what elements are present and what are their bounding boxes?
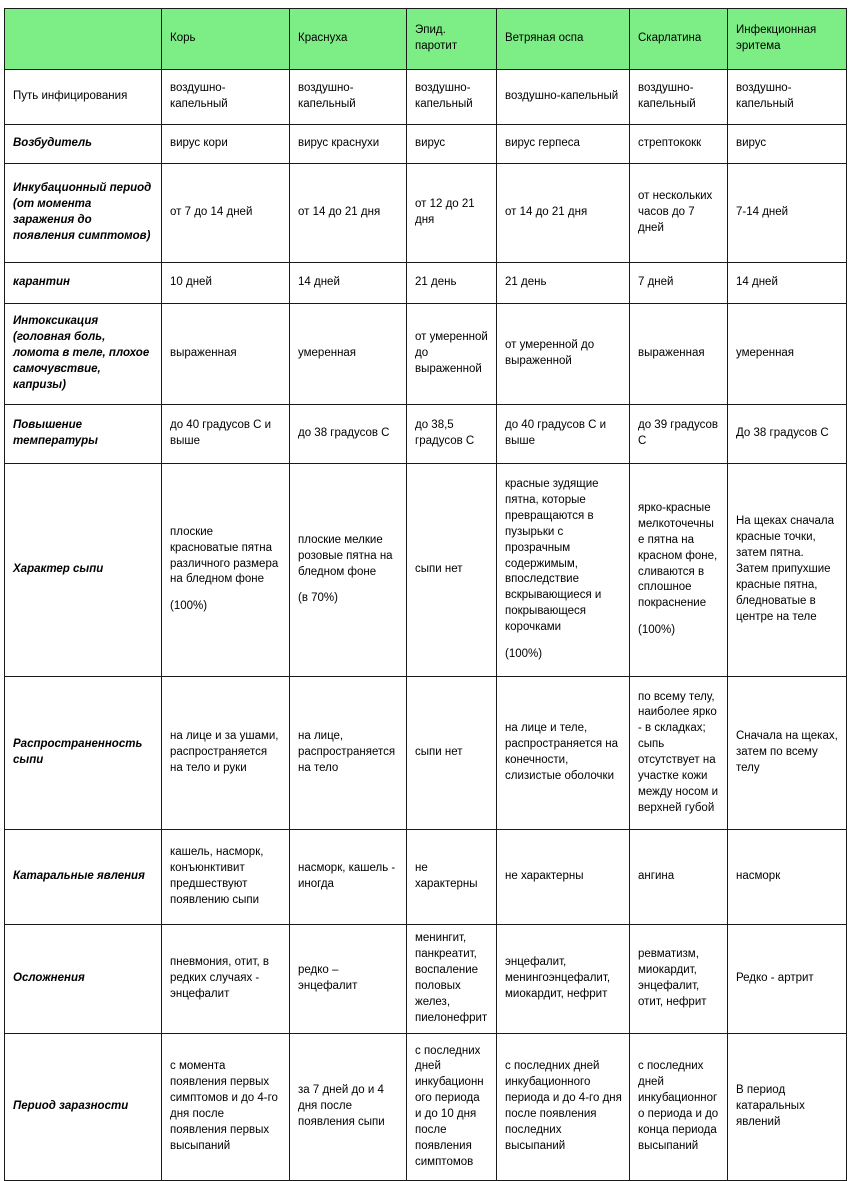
table-cell-vetryanka <box>497 925 630 1034</box>
cell-text: умеренная <box>298 347 357 360</box>
table-cell-skarlatina <box>630 164 728 263</box>
cell-text: энцефалит, менингоэнцефалит, миокардит, нефрит <box>505 956 611 1000</box>
row-label: карантин <box>5 263 162 304</box>
table-cell-kor <box>162 464 290 677</box>
table-cell-eritema <box>728 464 847 677</box>
table-cell-eritema <box>728 263 847 304</box>
table-cell-eritema <box>728 405 847 464</box>
cell-text: менингит, панкреатит, воспаление половых желез, пиелонефрит <box>415 932 488 1024</box>
cell-text: на лице и теле, распространяется на конечности, слизистые оболочки <box>505 722 619 782</box>
cell-text: выраженная <box>170 347 237 360</box>
cell-text <box>170 525 282 615</box>
cell-text: от 14 до 21 дня <box>298 206 381 219</box>
cell-text: воздушно-капельный <box>415 82 473 110</box>
cell-text: на лице, распространяется на тело <box>298 730 396 774</box>
cell-text: сыпи нет <box>415 746 463 759</box>
cell-text-line: плоские мелкие розовые пятна на бледном фоне <box>298 533 393 578</box>
table-cell-parotit <box>407 830 497 925</box>
cell-text: вирус <box>415 137 446 150</box>
cell-text: от умеренной до выраженной <box>415 331 488 375</box>
table-row <box>5 925 847 1034</box>
table-row <box>5 464 847 677</box>
header-cell-skarlatina: Скарлатина <box>630 9 728 70</box>
cell-text-line: (в 70%) <box>298 592 338 605</box>
table-row <box>5 125 847 164</box>
cell-text: от нескольких часов до 7 дней <box>638 190 713 234</box>
table-cell-vetryanka <box>497 164 630 263</box>
cell-text: вирус краснухи <box>298 137 380 150</box>
row-label: Повышение температуры <box>5 405 162 464</box>
table-cell-eritema <box>728 304 847 405</box>
row-label: Характер сыпи <box>5 464 162 677</box>
table-cell-krasnuha <box>290 677 407 830</box>
cell-text: вирус герпеса <box>505 137 580 150</box>
header-cell-parotit: Эпид. паротит <box>407 9 497 70</box>
table-cell-eritema <box>728 125 847 164</box>
table-cell-krasnuha <box>290 405 407 464</box>
table-cell-parotit <box>407 405 497 464</box>
table-cell-krasnuha <box>290 125 407 164</box>
table-cell-skarlatina <box>630 677 728 830</box>
cell-text: до 38,5 градусов С <box>415 419 475 447</box>
cell-text: с момента появления первых симптомов и до 4-го дня после появления первых высыпаний <box>170 1060 278 1152</box>
table-cell-skarlatina <box>630 70 728 125</box>
table-cell-eritema <box>728 1034 847 1181</box>
table-cell-kor <box>162 70 290 125</box>
cell-text: 7 дней <box>638 276 674 289</box>
cell-text: сыпи нет <box>415 563 463 576</box>
header-cell-corner <box>5 9 162 70</box>
table-cell-skarlatina <box>630 1034 728 1181</box>
table-cell-parotit <box>407 125 497 164</box>
table-cell-krasnuha <box>290 464 407 677</box>
cell-text <box>505 477 622 662</box>
table-row <box>5 405 847 464</box>
cell-text: воздушно-капельный <box>638 82 696 110</box>
table-cell-parotit <box>407 1034 497 1181</box>
cell-text: 7-14 дней <box>736 206 789 219</box>
cell-text: Редко - артрит <box>736 972 814 985</box>
table-header <box>5 9 847 70</box>
table-cell-skarlatina <box>630 125 728 164</box>
row-label: Распространенность сыпи <box>5 677 162 830</box>
cell-text: 14 дней <box>736 276 778 289</box>
cell-text: Сначала на щеках, затем по всему телу <box>736 730 838 774</box>
table-cell-eritema <box>728 830 847 925</box>
row-label: Период заразности <box>5 1034 162 1181</box>
table-cell-parotit <box>407 70 497 125</box>
table-cell-krasnuha <box>290 830 407 925</box>
table-row <box>5 164 847 263</box>
table-cell-parotit <box>407 304 497 405</box>
cell-text <box>638 501 720 639</box>
table-cell-krasnuha <box>290 70 407 125</box>
cell-text-line: (100%) <box>638 624 676 637</box>
row-label: Осложнения <box>5 925 162 1034</box>
table-cell-kor <box>162 405 290 464</box>
row-label: Инкубационный период (от момента заражения до появления симптомов) <box>5 164 162 263</box>
table-cell-parotit <box>407 677 497 830</box>
table-row <box>5 304 847 405</box>
header-cell-krasnuha: Краснуха <box>290 9 407 70</box>
cell-text: от 14 до 21 дня <box>505 206 588 219</box>
cell-text: насморк, кашель - иногда <box>298 862 396 890</box>
table-cell-parotit <box>407 263 497 304</box>
cell-text: выраженная <box>638 347 705 360</box>
cell-text-line <box>638 612 720 623</box>
table-cell-vetryanka <box>497 464 630 677</box>
cell-text: воздушно-капельный <box>170 82 228 110</box>
cell-text: На щеках сначала красные точки, затем пятна. Затем припухшие красные пятна, бледноватые в центре на теле <box>736 515 834 623</box>
cell-text: до 38 градусов С <box>298 427 390 440</box>
cell-text-line: красные зудящие пятна, которые превращаются в пузырьки с прозрачным содержимым, впоследствие вскрывающиеся и покрывающеся корочками <box>505 478 602 634</box>
table-cell-kor <box>162 677 290 830</box>
cell-text: насморк <box>736 870 781 883</box>
table-cell-vetryanka <box>497 125 630 164</box>
table-row <box>5 830 847 925</box>
table-cell-eritema <box>728 164 847 263</box>
table-cell-kor <box>162 830 290 925</box>
cell-text: кашель, насморк, конъюнктивит предшествуют появлению сыпи <box>170 846 264 906</box>
table-cell-eritema <box>728 70 847 125</box>
cell-text-line: ярко-красные мелкоточечные пятна на красном фоне, сливаются в сплошное покраснение <box>638 502 718 610</box>
header-cell-eritema: Инфекционная эритема <box>728 9 847 70</box>
cell-text: от 12 до 21 дня <box>415 198 475 226</box>
table-cell-skarlatina <box>630 304 728 405</box>
cell-text: не характерны <box>415 862 478 890</box>
cell-text-line <box>505 636 622 647</box>
cell-text: воздушно-капельный <box>298 82 356 110</box>
cell-text: воздушно-капельный <box>736 82 794 110</box>
cell-text-line: плоские красноватые пятна различного размера на бледном фоне <box>170 525 279 586</box>
cell-text: 21 день <box>415 276 457 289</box>
table-cell-skarlatina <box>630 405 728 464</box>
cell-text: До 38 градусов С <box>736 427 829 440</box>
cell-text: от умеренной до выраженной <box>505 339 595 367</box>
table-cell-kor <box>162 925 290 1034</box>
cell-text: ревматизм, миокардит, энцефалит, отит, нефрит <box>638 948 707 1008</box>
cell-text: с последних дней инкубационного периода и до 4-го дня после появления последних высыпаний <box>505 1060 622 1152</box>
table-cell-parotit <box>407 925 497 1034</box>
cell-text: по всему телу, наиболее ярко - в складках; сыпь отсутствует на участке кожи между носом и верхней губой <box>638 690 719 814</box>
table-row <box>5 1034 847 1181</box>
cell-text: 21 день <box>505 276 547 289</box>
table-cell-skarlatina <box>630 925 728 1034</box>
cell-text: ангина <box>638 870 675 883</box>
cell-text: с последних дней инкубационного периода и до конца периода высыпаний <box>638 1060 719 1152</box>
table-cell-eritema <box>728 925 847 1034</box>
cell-text: с последних дней инкубационного периода и до 10 дня после появления симптомов <box>415 1044 484 1168</box>
table-cell-krasnuha <box>290 925 407 1034</box>
table-cell-vetryanka <box>497 263 630 304</box>
table-cell-vetryanka <box>497 830 630 925</box>
table-cell-krasnuha <box>290 304 407 405</box>
cell-text: умеренная <box>736 347 795 360</box>
table-cell-skarlatina <box>630 830 728 925</box>
table-cell-parotit <box>407 164 497 263</box>
cell-text: от 7 до 14 дней <box>170 206 253 219</box>
cell-text: воздушно-капельный <box>505 90 619 103</box>
header-row <box>5 9 847 70</box>
cell-text: до 40 градусов С и выше <box>505 419 607 447</box>
cell-text: 10 дней <box>170 276 212 289</box>
cell-text: 14 дней <box>298 276 340 289</box>
cell-text: на лице и за ушами, распространяется на тело и руки <box>170 730 279 774</box>
cell-text: за 7 дней до и 4 дня после появления сыпи <box>298 1084 385 1128</box>
table-cell-vetryanka <box>497 304 630 405</box>
cell-text-line <box>170 588 282 599</box>
header-cell-kor: Корь <box>162 9 290 70</box>
table-cell-kor <box>162 304 290 405</box>
table-cell-vetryanka <box>497 1034 630 1181</box>
table-cell-vetryanka <box>497 677 630 830</box>
cell-text: до 40 градусов С и выше <box>170 419 272 447</box>
cell-text: вирус кори <box>170 137 228 150</box>
table-cell-vetryanka <box>497 405 630 464</box>
table-row <box>5 263 847 304</box>
cell-text: не характерны <box>505 870 584 883</box>
table-cell-skarlatina <box>630 263 728 304</box>
cell-text: редко – энцефалит <box>298 964 358 992</box>
table-row <box>5 70 847 125</box>
row-label: Катаральные явления <box>5 830 162 925</box>
cell-text-line: (100%) <box>505 647 543 660</box>
cell-text-line <box>298 580 399 591</box>
cell-text: до 39 градусов С <box>638 419 718 447</box>
infections-comparison-table <box>4 8 847 1181</box>
header-cell-vetryanka: Ветряная оспа <box>497 9 630 70</box>
cell-text-line: (100%) <box>170 600 208 613</box>
table-cell-kor <box>162 1034 290 1181</box>
table-body <box>5 70 847 1181</box>
table-cell-parotit <box>407 464 497 677</box>
table-cell-krasnuha <box>290 263 407 304</box>
cell-text: вирус <box>736 137 767 150</box>
row-label: Интоксикация (головная боль, ломота в теле, плохое самочувствие, капризы) <box>5 304 162 405</box>
table-row <box>5 677 847 830</box>
cell-text: В период катаральных явлений <box>736 1084 805 1128</box>
table-cell-kor <box>162 125 290 164</box>
row-label: Путь инфицирования <box>5 70 162 125</box>
cell-text: пневмония, отит, в редких случаях - энцефалит <box>170 956 269 1000</box>
row-label: Возбудитель <box>5 125 162 164</box>
table-cell-krasnuha <box>290 164 407 263</box>
cell-text <box>298 533 399 607</box>
table-cell-skarlatina <box>630 464 728 677</box>
table-cell-vetryanka <box>497 70 630 125</box>
cell-text: стрептококк <box>638 137 702 150</box>
table-cell-eritema <box>728 677 847 830</box>
table-cell-kor <box>162 263 290 304</box>
table-cell-kor <box>162 164 290 263</box>
table-cell-krasnuha <box>290 1034 407 1181</box>
